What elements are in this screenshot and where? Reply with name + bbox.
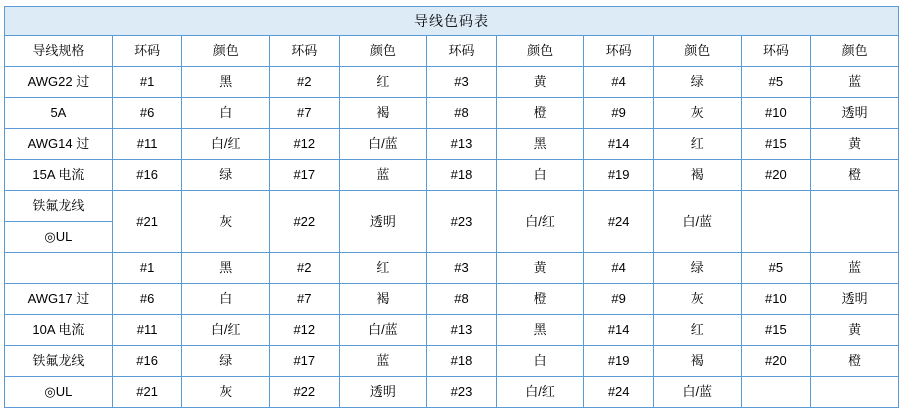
group-label-awg14: AWG14 过 [5,129,113,160]
table-row [5,253,899,284]
group-label-10a: 10A 电流 [5,315,113,346]
cell-color: 白/红 [496,191,584,253]
cell-code: #20 [741,160,811,191]
cell-code: #18 [427,346,497,377]
column-header-color-5: 颜色 [811,36,899,67]
cell-code: #13 [427,129,497,160]
group-label-spacer [5,253,113,284]
cell-code: #6 [112,284,182,315]
table-header-row [5,36,899,67]
group-label-awg22: AWG22 过 [5,67,113,98]
cell-color: 灰 [182,191,270,253]
page-title: 导线色码表 [5,7,899,36]
column-header-color-3: 颜色 [496,36,584,67]
cell-code: #24 [584,191,654,253]
cell-code: #17 [269,160,339,191]
cell-code: #12 [269,129,339,160]
column-header-color-4: 颜色 [653,36,741,67]
group-label-ul-1: ◎UL [5,222,113,253]
cell-code: #21 [112,191,182,253]
cell-code: #3 [427,253,497,284]
cell-color: 白/蓝 [339,129,427,160]
cell-code: #19 [584,160,654,191]
cell-color: 黄 [496,67,584,98]
cell-code: #9 [584,98,654,129]
table-row [5,346,899,377]
cell-code: #18 [427,160,497,191]
cell-code: #1 [112,253,182,284]
cell-code: #15 [741,315,811,346]
cell-color: 白/红 [496,377,584,408]
cell-color: 红 [653,315,741,346]
cell-color: 黄 [811,129,899,160]
cell-color: 黑 [182,253,270,284]
cell-code: #8 [427,284,497,315]
cell-code: #21 [112,377,182,408]
cell-color: 灰 [653,284,741,315]
cell-color: 绿 [182,346,270,377]
column-header-code-5: 环码 [741,36,811,67]
cell-color: 橙 [811,160,899,191]
cell-code: #19 [584,346,654,377]
cell-color: 蓝 [811,253,899,284]
table-row [5,160,899,191]
column-header-code-1: 环码 [112,36,182,67]
group-label-5a: 5A [5,98,113,129]
cell-code: #7 [269,98,339,129]
cell-color: 红 [653,129,741,160]
cell-color: 蓝 [339,160,427,191]
table-row [5,129,899,160]
group-label-awg17: AWG17 过 [5,284,113,315]
cell-code: #23 [427,191,497,253]
cell-code: #2 [269,67,339,98]
table-row [5,315,899,346]
cell-color: 黑 [182,67,270,98]
wire-color-code-table [4,6,899,408]
cell-code: #4 [584,67,654,98]
cell-color: 橙 [496,98,584,129]
cell-code: #23 [427,377,497,408]
cell-color: 黄 [496,253,584,284]
cell-color: 红 [339,67,427,98]
column-header-code-4: 环码 [584,36,654,67]
cell-color: 褐 [339,98,427,129]
cell-code: #11 [112,129,182,160]
cell-code: #10 [741,98,811,129]
cell-color: 白 [182,284,270,315]
cell-code: #14 [584,129,654,160]
cell-color: 蓝 [811,67,899,98]
cell-color: 透明 [339,191,427,253]
cell-code: #12 [269,315,339,346]
cell-color: 白 [496,160,584,191]
cell-code: #11 [112,315,182,346]
table-row [5,67,899,98]
cell-code: #7 [269,284,339,315]
cell-color: 透明 [339,377,427,408]
cell-color: 白 [182,98,270,129]
cell-code: #20 [741,346,811,377]
cell-code: #16 [112,160,182,191]
cell-color: 绿 [182,160,270,191]
cell-color: 黄 [811,315,899,346]
cell-code: #2 [269,253,339,284]
cell-code: #9 [584,284,654,315]
cell-code: #8 [427,98,497,129]
cell-code-empty [741,377,811,408]
cell-code: #16 [112,346,182,377]
cell-color: 透明 [811,98,899,129]
table-row [5,284,899,315]
cell-code: #13 [427,315,497,346]
cell-code: #24 [584,377,654,408]
cell-color: 白 [496,346,584,377]
column-header-color-1: 颜色 [182,36,270,67]
cell-color: 白/蓝 [653,191,741,253]
cell-color: 黑 [496,129,584,160]
cell-color: 褐 [653,346,741,377]
group-label-teflon-2: 铁氟龙线 [5,346,113,377]
cell-code: #4 [584,253,654,284]
cell-code: #22 [269,191,339,253]
cell-color: 白/红 [182,315,270,346]
table-row [5,377,899,408]
group-label-15a: 15A 电流 [5,160,113,191]
column-header-color-2: 颜色 [339,36,427,67]
cell-code: #6 [112,98,182,129]
cell-code: #3 [427,67,497,98]
cell-code: #17 [269,346,339,377]
cell-color: 橙 [496,284,584,315]
cell-code: #14 [584,315,654,346]
group-label-ul-2: ◎UL [5,377,113,408]
cell-color: 灰 [182,377,270,408]
cell-color: 白/红 [182,129,270,160]
cell-color: 透明 [811,284,899,315]
column-header-spec: 导线规格 [5,36,113,67]
cell-code-empty [741,191,811,253]
cell-color: 褐 [339,284,427,315]
cell-code: #22 [269,377,339,408]
cell-code: #5 [741,253,811,284]
cell-code: #15 [741,129,811,160]
table-title-row [5,7,899,36]
cell-color: 橙 [811,346,899,377]
cell-color-empty [811,377,899,408]
cell-code: #10 [741,284,811,315]
cell-color: 白/蓝 [339,315,427,346]
table-row [5,98,899,129]
cell-color: 灰 [653,98,741,129]
cell-code: #1 [112,67,182,98]
cell-color: 绿 [653,253,741,284]
column-header-code-3: 环码 [427,36,497,67]
cell-color: 蓝 [339,346,427,377]
cell-color: 白/蓝 [653,377,741,408]
cell-color-empty [811,191,899,253]
cell-color: 红 [339,253,427,284]
table-row [5,191,899,222]
cell-code: #5 [741,67,811,98]
column-header-code-2: 环码 [269,36,339,67]
group-label-teflon-1: 铁氟龙线 [5,191,113,222]
cell-color: 绿 [653,67,741,98]
cell-color: 褐 [653,160,741,191]
cell-color: 黑 [496,315,584,346]
